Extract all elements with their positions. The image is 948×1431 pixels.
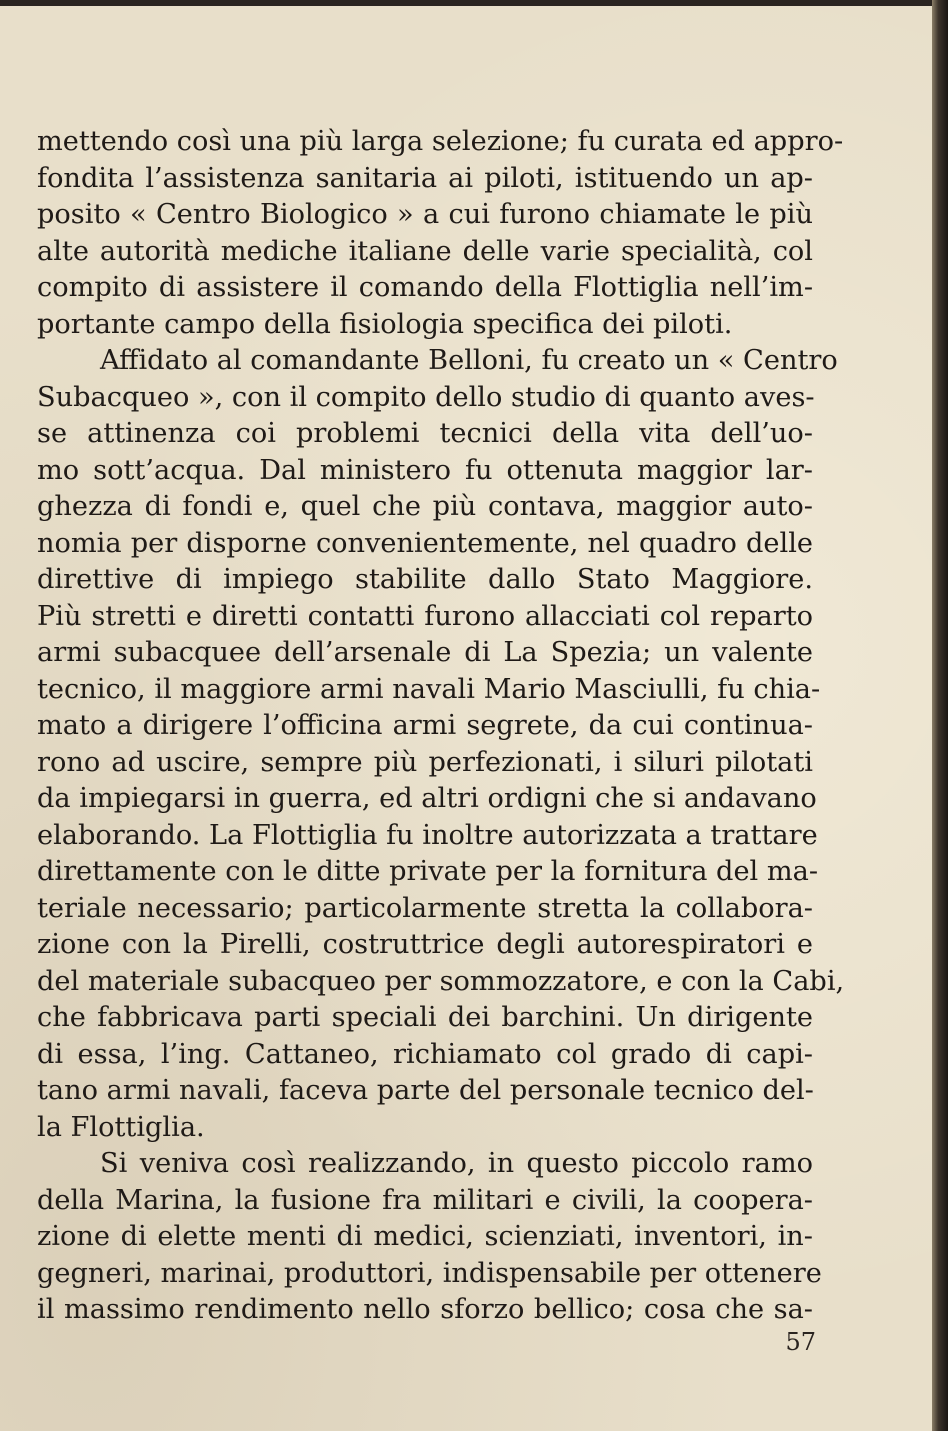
body-text xyxy=(37,124,845,1329)
text-line: della Marina, la fusione fra militari e civili, la coopera- xyxy=(37,1184,813,1216)
text-line: che fabbricava parti speciali dei barchini. Un dirigente xyxy=(37,1002,813,1033)
text-line: mato a dirigere l’officina armi segrete, da cui continua- xyxy=(37,710,813,741)
text-line: Più stretti e diretti contatti furono allacciati col reparto xyxy=(37,600,813,632)
text-line: del materiale subacqueo per sommozzatore, e con la Cabi, xyxy=(37,965,845,997)
text-line: ghezza di fondi e, quel che più contava, maggior auto- xyxy=(37,491,813,522)
text-line: direttive di impiego stabilite dallo Stato Maggiore. xyxy=(37,564,813,595)
text-line: Affidato al comandante Belloni, fu creato un « Centro xyxy=(100,345,838,376)
text-line: fondita l’assistenza sanitaria ai piloti, istituendo un ap- xyxy=(37,162,813,194)
text-line: zione con la Pirelli, costruttrice degli autorespiratori e xyxy=(37,929,813,960)
text-line: direttamente con le ditte private per la fornitura del ma- xyxy=(37,856,819,887)
page-top-edge xyxy=(0,0,948,6)
text-line: da impiegarsi in guerra, ed altri ordigni che si andavano xyxy=(37,783,817,814)
text-line: alte autorità mediche italiane delle varie specialità, col xyxy=(37,235,813,267)
text-line: posito « Centro Biologico » a cui furono chiamate le più xyxy=(37,199,813,230)
text-line: teriale necessario; particolarmente stretta la collabora- xyxy=(37,892,813,924)
text-line: elaborando. La Flottiglia fu inoltre autorizzata a trattare xyxy=(37,819,818,851)
text-line: compito di assistere il comando della Flottiglia nell’im- xyxy=(37,272,813,303)
text-line: armi subacquee dell’arsenale di La Spezia; un valente xyxy=(37,637,813,668)
text-line: portante campo della fisiologia specifica dei piloti. xyxy=(37,308,733,340)
page-number: 57 xyxy=(785,1328,816,1356)
text-line: se attinenza coi problemi tecnici della vita dell’uo- xyxy=(37,418,813,449)
text-line: il massimo rendimento nello sforzo bellico; cosa che sa- xyxy=(37,1294,813,1325)
text-line: mettendo così una più larga selezione; fu curata ed appro- xyxy=(37,126,844,157)
text-line: tano armi navali, faceva parte del personale tecnico del- xyxy=(37,1075,814,1106)
text-line: zione di elette menti di medici, scienziati, inventori, in- xyxy=(37,1221,813,1252)
text-line: Subacqueo », con il compito dello studio di quanto aves- xyxy=(37,381,815,413)
text-line: rono ad uscire, sempre più perfezionati, i siluri pilotati xyxy=(37,746,813,778)
text-line: la Flottiglia. xyxy=(37,1111,205,1143)
text-line: Si veniva così realizzando, in questo piccolo ramo xyxy=(100,1148,813,1179)
text-line: nomia per disporne convenientemente, nel quadro delle xyxy=(37,527,813,559)
text-line: di essa, l’ing. Cattaneo, richiamato col grado di capi- xyxy=(37,1038,813,1070)
text-line: tecnico, il maggiore armi navali Mario Masciulli, fu chia- xyxy=(37,673,821,705)
book-spine-edge xyxy=(932,0,948,1431)
text-line: gegneri, marinai, produttori, indispensabile per ottenere xyxy=(37,1257,822,1289)
text-line: mo sott’acqua. Dal ministero fu ottenuta maggior lar- xyxy=(37,454,813,486)
